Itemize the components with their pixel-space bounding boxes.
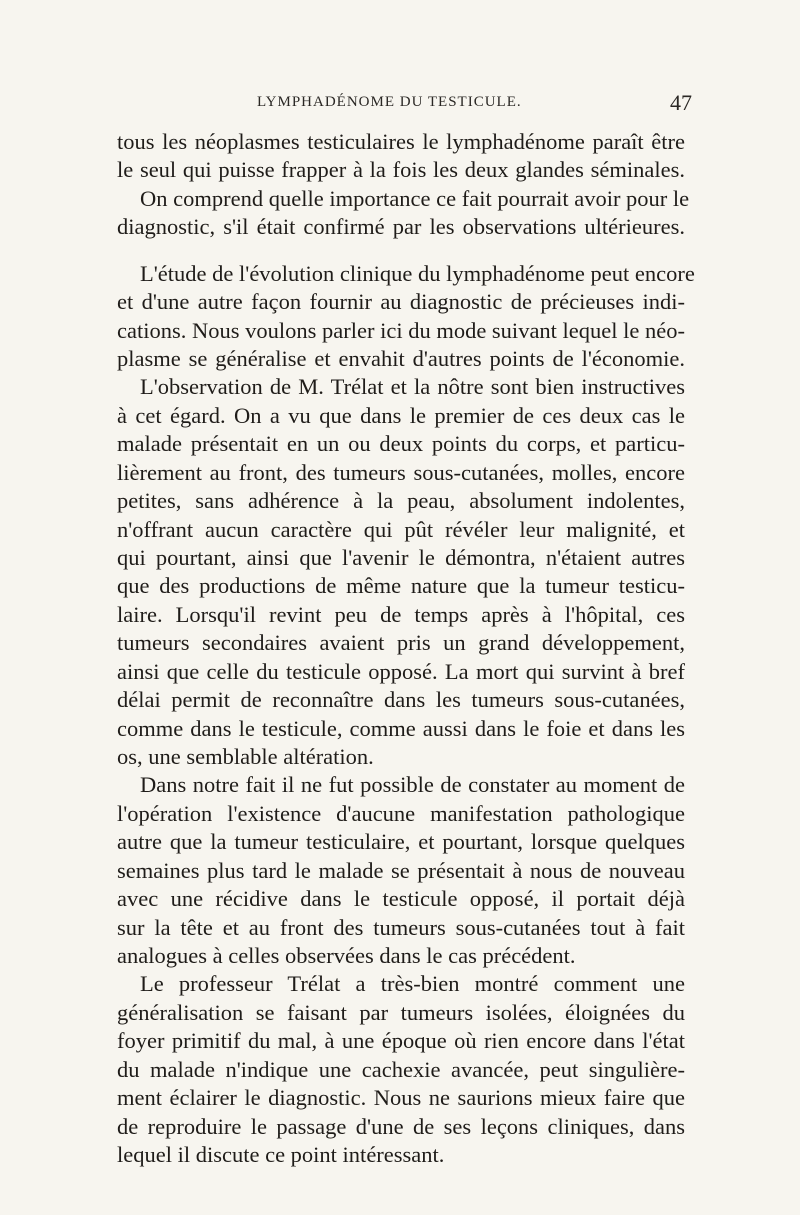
text-line: malade présentait en un ou deux points du corps, et particu- — [117, 431, 685, 456]
text-line: à cet égard. On a vu que dans le premier de ces deux cas le — [117, 403, 685, 428]
text-line: cations. Nous voulons parler ici du mode suivant lequel le néo- — [117, 318, 685, 343]
text-line: lièrement au front, des tumeurs sous-cutanées, molles, encore — [117, 460, 685, 485]
text-line: Le professeur Trélat a très-bien montré comment une — [140, 971, 685, 996]
text-line: que des productions de même nature que la tumeur testicu- — [117, 573, 685, 598]
text-line: qui pourtant, ainsi que l'avenir le démontra, n'étaient autres — [117, 545, 685, 570]
text-line: os, une semblable altération. — [117, 744, 374, 769]
page-number: 47 — [670, 90, 692, 115]
text-line: tumeurs secondaires avaient pris un grand développement, — [117, 630, 685, 655]
text-line: et d'une autre façon fournir au diagnostic de précieuses indi- — [117, 289, 685, 314]
text-line: Dans notre fait il ne fut possible de constater au moment de — [140, 772, 685, 797]
text-line: plasme se généralise et envahit d'autres points de l'économie. — [117, 346, 685, 371]
text-line: du malade n'indique une cachexie avancée, peut singulière- — [117, 1057, 685, 1082]
text-line: délai permit de reconnaître dans les tumeurs sous-cutanées, — [117, 687, 685, 712]
text-line: comme dans le testicule, comme aussi dans le foie et dans les — [117, 716, 685, 741]
text-line: semaines plus tard le malade se présentait à nous de nouveau — [117, 858, 685, 883]
text-line: généralisation se faisant par tumeurs isolées, éloignées du — [117, 1000, 685, 1025]
text-line: autre que la tumeur testiculaire, et pourtant, lorsque quelques — [117, 829, 685, 854]
text-line: laire. Lorsqu'il revint peu de temps après à l'hôpital, ces — [117, 602, 685, 627]
text-line: lequel il discute ce point intéressant. — [117, 1142, 445, 1167]
text-line: n'offrant aucun caractère qui pût révéler leur malignité, et — [117, 517, 685, 542]
text-line: tous les néoplasmes testiculaires le lymphadénome paraît être — [117, 129, 685, 154]
text-line: L'observation de M. Trélat et la nôtre sont bien instructives — [140, 374, 685, 399]
text-line: analogues à celles observées dans le cas précédent. — [117, 943, 576, 968]
text-line: foyer primitif du mal, à une époque où rien encore dans l'état — [117, 1028, 685, 1053]
text-line: diagnostic, s'il était confirmé par les observations ultérieures. — [117, 214, 685, 239]
text-line: ment éclairer le diagnostic. Nous ne saurions mieux faire que — [117, 1085, 685, 1110]
text-line: l'opération l'existence d'aucune manifestation pathologique — [117, 801, 685, 826]
text-line: de reproduire le passage d'une de ses leçons cliniques, dans — [117, 1114, 685, 1139]
text-line: On comprend quelle importance ce fait pourrait avoir pour le — [140, 186, 690, 211]
text-line: ainsi que celle du testicule opposé. La mort qui survint à bref — [117, 659, 685, 684]
text-line: sur la tête et au front des tumeurs sous-cutanées tout à fait — [117, 915, 685, 940]
text-line: avec une récidive dans le testicule opposé, il portait déjà — [117, 886, 685, 911]
text-line: L'étude de l'évolution clinique du lymphadénome peut encore — [140, 261, 695, 286]
text-line: petites, sans adhérence à la peau, absolument indolentes, — [117, 488, 685, 513]
text-line: le seul qui puisse frapper à la fois les deux glandes séminales. — [117, 157, 685, 182]
running-title: LYMPHADÉNOME DU TESTICULE. — [257, 94, 522, 110]
